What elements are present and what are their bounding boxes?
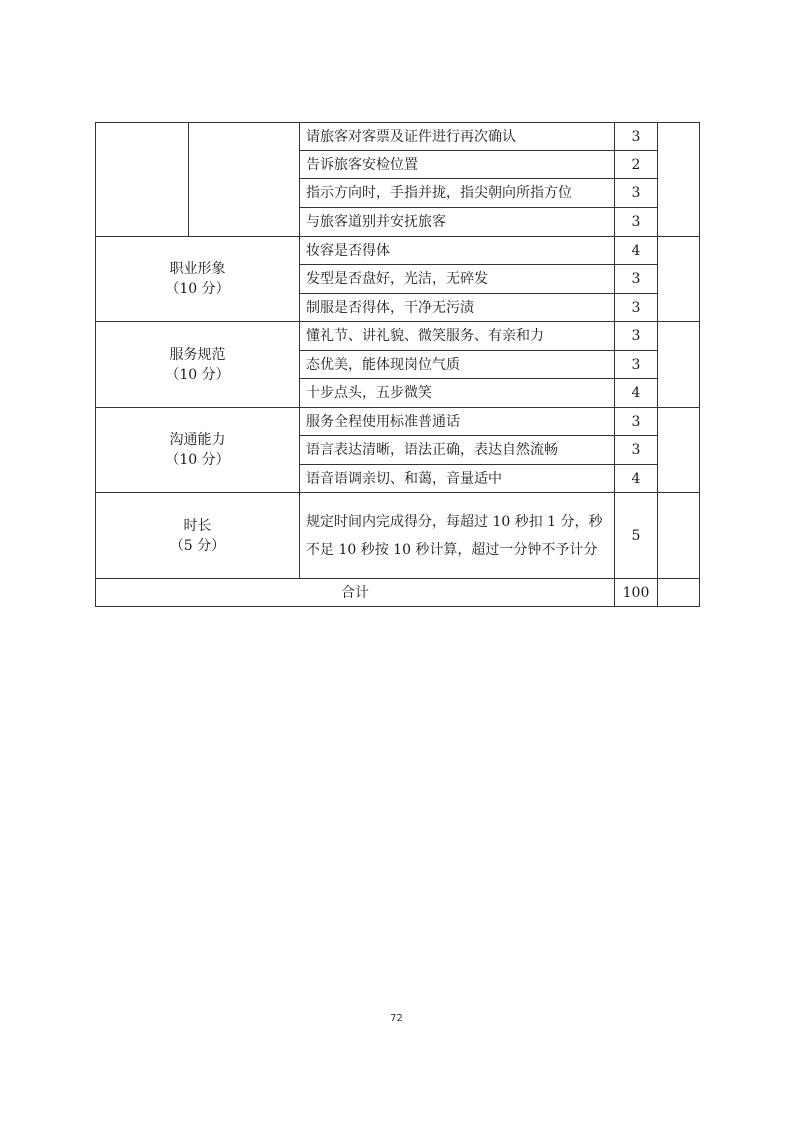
category-name: 职业形象	[169, 261, 226, 277]
points-cell: 3	[615, 322, 658, 351]
points-cell: 2	[615, 151, 658, 179]
score-cell	[658, 123, 700, 237]
subcategory-cell-empty	[189, 123, 300, 237]
criteria-item: 发型是否盘好，光洁，无碎发	[300, 265, 615, 294]
score-cell	[658, 408, 700, 493]
scoring-table	[95, 122, 700, 607]
points-cell: 4	[615, 237, 658, 265]
criteria-item: 请旅客对客票及证件进行再次确认	[300, 123, 615, 151]
table-row	[96, 123, 700, 151]
criteria-item: 妆容是否得体	[300, 237, 615, 265]
points-cell: 3	[615, 294, 658, 322]
table-row	[96, 322, 700, 351]
category-subtotal: （10 分）	[165, 452, 230, 468]
total-points: 100	[615, 579, 658, 607]
criteria-item: 规定时间内完成得分，每超过 10 秒扣 1 分，秒不足 10 秒按 10 秒计算，超过一分钟不予计分	[300, 493, 615, 579]
table-row	[96, 408, 700, 436]
criteria-item: 十步点头，五步微笑	[300, 379, 615, 408]
points-cell: 3	[615, 179, 658, 208]
table-row	[96, 237, 700, 265]
criteria-item: 制服是否得体，干净无污渍	[300, 294, 615, 322]
criteria-item: 态优美，能体现岗位气质	[300, 351, 615, 379]
criteria-item: 懂礼节、讲礼貌、微笑服务、有亲和力	[300, 322, 615, 351]
category-cell	[96, 408, 300, 493]
category-subtotal: （5 分）	[169, 537, 226, 554]
criteria-item: 与旅客道别并安抚旅客	[300, 208, 615, 237]
category-name: 沟通能力	[169, 432, 226, 448]
table-row	[96, 493, 700, 579]
category-subtotal: （10 分）	[165, 281, 230, 297]
score-cell	[658, 237, 700, 322]
points-cell: 3	[615, 265, 658, 294]
total-score-cell	[658, 579, 700, 607]
category-subtotal: （10 分）	[165, 366, 230, 383]
category-name: 服务规范	[169, 346, 226, 363]
score-cell	[658, 322, 700, 408]
total-row	[96, 579, 700, 607]
criteria-item: 语音语调亲切、和蔼，音量适中	[300, 465, 615, 493]
criteria-item: 指示方向时，手指并拢，指尖朝向所指方位	[300, 179, 615, 208]
points-cell: 3	[615, 351, 658, 379]
points-cell: 4	[615, 465, 658, 493]
criteria-item: 语言表达清晰，语法正确，表达自然流畅	[300, 436, 615, 465]
criteria-item: 告诉旅客安检位置	[300, 151, 615, 179]
category-name: 时长	[183, 517, 212, 534]
points-cell: 4	[615, 379, 658, 408]
category-cell	[96, 237, 300, 322]
total-label: 合计	[96, 579, 615, 607]
points-cell: 3	[615, 408, 658, 436]
criteria-item: 服务全程使用标准普通话	[300, 408, 615, 436]
score-cell	[658, 493, 700, 579]
page-number: 72	[390, 1013, 403, 1024]
points-cell: 3	[615, 123, 658, 151]
points-cell: 3	[615, 436, 658, 465]
points-cell: 3	[615, 208, 658, 237]
category-cell	[96, 322, 300, 408]
points-cell: 5	[615, 493, 658, 579]
category-cell	[96, 493, 300, 579]
category-cell-empty	[96, 123, 189, 237]
